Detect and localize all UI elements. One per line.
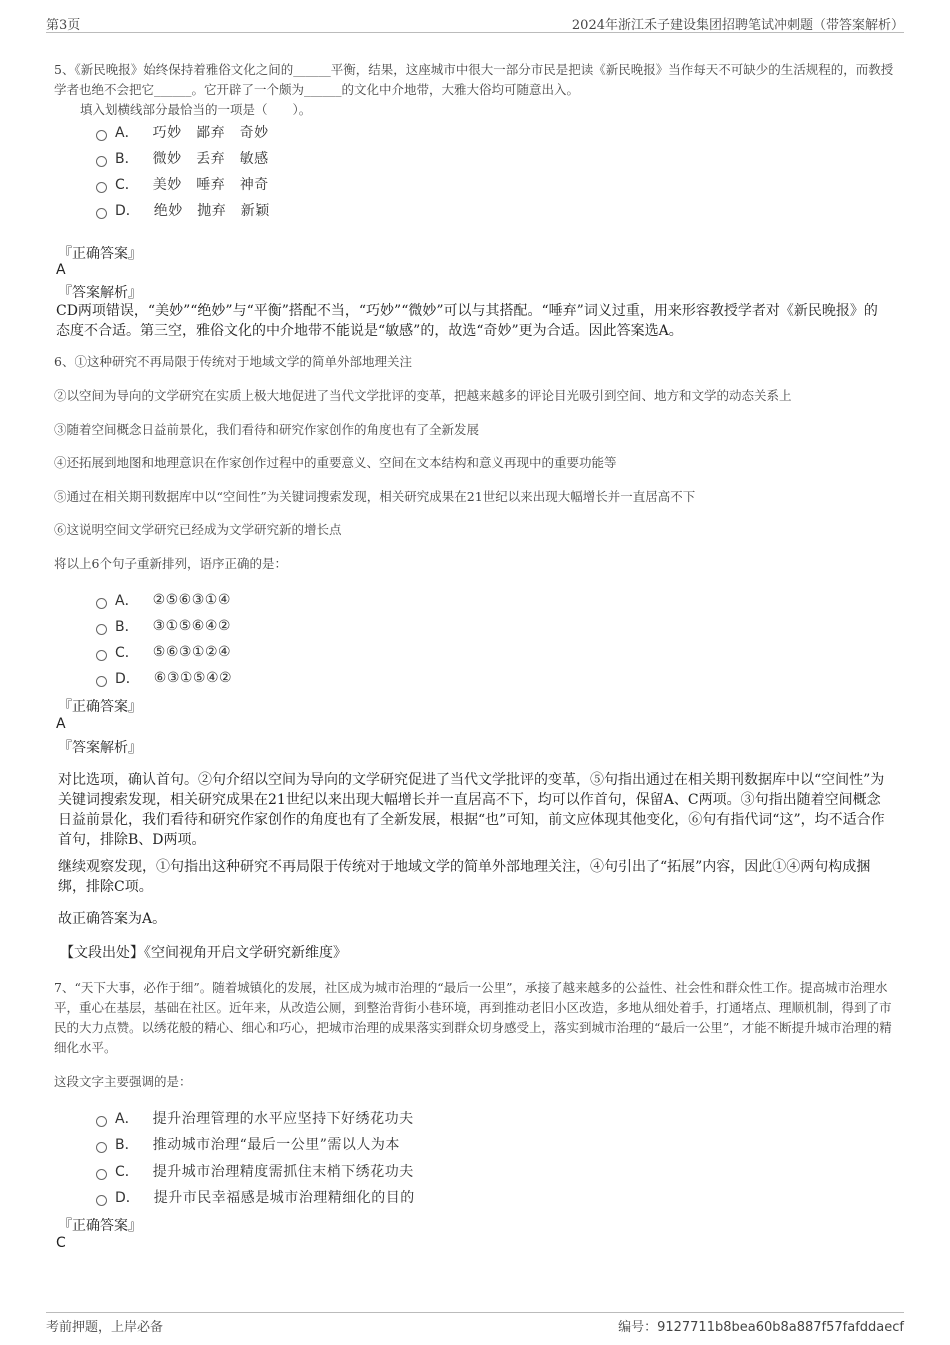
q7-answer: C — [56, 1235, 66, 1251]
radio-icon[interactable] — [96, 1195, 107, 1206]
q6-prompt: 将以上6个句子重新排列，语序正确的是： — [54, 556, 287, 571]
q6-sentence-3: ③随着空间概念日益前景化，我们看待和研究作家创作的角度也有了全新发展 — [54, 422, 480, 437]
q5-option-c[interactable]: C． 美妙 唾弃 神奇 — [96, 174, 269, 194]
q6-analysis-1: 对比选项，确认首句。②句介绍以空间为导向的文学研究促进了当代文学批评的变革，⑤句指出通过在相关期刊数据库中以“空间性”为关键词搜索发现，相关研究成果在21世纪以来出现大幅增长并一直居高不下，均可以作首句，保留A、C两项。③句指出随着空间概念日益前景化，我们看待和研究作家创作的角度也有了全新发展，根据“也”可知，前文应体现其他变化，⑥句有指代词“这”，均不适合作首句，排除B、D两项。 — [58, 772, 885, 848]
q5-option-d[interactable]: D． 绝妙 抛弃 新颖 — [96, 200, 270, 220]
q6-option-b[interactable]: B． ③①⑤⑥④② — [96, 616, 231, 636]
q6-analysis-2: 继续观察发现，①句指出这种研究不再局限于传统对于地域文学的简单外部地理关注，④句引出了“拓展”内容，因此①④两句构成捆绑，排除C项。 — [58, 859, 871, 895]
q5-option-b[interactable]: B． 微妙 丢弃 敏感 — [96, 148, 269, 168]
radio-icon[interactable] — [96, 182, 107, 193]
q6-sentence-1: 6、①这种研究不再局限于传统对于地域文学的简单外部地理关注 — [54, 354, 412, 369]
q6-option-d[interactable]: D． ⑥③①⑤④② — [96, 668, 232, 688]
q7-prompt: 这段文字主要强调的是： — [54, 1074, 192, 1089]
q7-stem: 7、“天下大事，必作于细”。随着城镇化的发展，社区成为城市治理的“最后一公里”，承接了越来越多的公益性、社会性和群众性工作。提高城市治理水平，重心在基层，基础在社区。近年来，从改造公厕，到整治背街小巷环境，再到推动老旧小区改造，多地从细处着手，打通堵点、理顺机制，得到了市民的大力点赞。以绣花般的精心、细心和巧心，把城市治理的成果落实到群众切身感受上，落实到城市治理的“最后一公里”，才能不断提升城市治理的精细化水平。 — [54, 980, 892, 1055]
radio-icon[interactable] — [96, 1169, 107, 1180]
q5-analysis: CD两项错误，“美妙”“绝妙”与“平衡”搭配不当，“巧妙”“微妙”可以与其搭配。“唾弃”词义过重，用来形容教授学者对《新民晚报》的态度不合适。第三空，雅俗文化的中介地带不能说是“敏感”的，故选“奇妙”更为合适。因此答案选A。 — [56, 303, 878, 339]
document-title: 2024年浙江禾子建设集团招聘笔试冲刺题（带答案解析） — [571, 18, 904, 33]
footer-slogan: 考前押题，上岸必备 — [46, 1320, 164, 1335]
radio-icon[interactable] — [96, 156, 107, 167]
radio-icon[interactable] — [96, 1116, 107, 1127]
q6-answer: A — [56, 716, 66, 732]
q6-option-a[interactable]: A． ②⑤⑥③①④ — [96, 590, 231, 610]
q6-analysis-3: 故正确答案为A。 — [58, 911, 167, 927]
q5-option-a[interactable]: A． 巧妙 鄙弃 奇妙 — [96, 122, 269, 142]
q5-stem: 5、《新民晚报》始终保持着雅俗文化之间的______平衡，结果，这座城市中很大一部分市民是把读《新民晚报》当作每天不可缺少的生活规程的，而教授学者也绝不会把它______。它开辟了一个颇为______的文化中介地带，大雅大俗均可随意出入。 — [54, 62, 894, 97]
radio-icon[interactable] — [96, 650, 107, 661]
q6-sentence-5: ⑤通过在相关期刊数据库中以“空间性”为关键词搜索发现，相关研究成果在21世纪以来出现大幅增长并一直居高不下 — [54, 489, 696, 504]
footer-serial: 编号：9127711b8bea60b8a887f57fafddaecf — [618, 1320, 904, 1335]
q5-prompt: 填入划横线部分最恰当的一项是（ ）。 — [80, 102, 312, 117]
page-footer — [46, 1312, 904, 1335]
q7-option-c[interactable]: C． 提升城市治理精度需抓住末梢下绣花功夫 — [96, 1161, 414, 1181]
q6-option-c[interactable]: C． ⑤⑥③①②④ — [96, 642, 231, 662]
q7-option-b[interactable]: B． 推动城市治理“最后一公里”需以人为本 — [96, 1134, 400, 1154]
radio-icon[interactable] — [96, 598, 107, 609]
q5-answer: A — [56, 262, 66, 278]
radio-icon[interactable] — [96, 624, 107, 635]
radio-icon[interactable] — [96, 1142, 107, 1153]
radio-icon[interactable] — [96, 676, 107, 687]
q6-sentence-2: ②以空间为导向的文学研究在实质上极大地促进了当代文学批评的变革，把越来越多的评论目光吸引到空间、地方和文学的动态关系上 — [54, 388, 792, 403]
q5-analysis-label: 『答案解析』 — [58, 285, 142, 301]
q5-answer-label: 『正确答案』 — [58, 246, 142, 262]
radio-icon[interactable] — [96, 130, 107, 141]
q6-sentence-4: ④还拓展到地图和地理意识在作家创作过程中的重要意义、空间在文本结构和意义再现中的重要功能等 — [54, 455, 617, 470]
q7-option-a[interactable]: A． 提升治理管理的水平应坚持下好绣花功夫 — [96, 1108, 414, 1128]
q7-answer-label: 『正确答案』 — [58, 1218, 142, 1234]
page-header — [46, 10, 904, 33]
q6-answer-label: 『正确答案』 — [58, 699, 142, 715]
q6-analysis-label: 『答案解析』 — [58, 740, 142, 756]
q7-option-d[interactable]: D． 提升市民幸福感是城市治理精细化的目的 — [96, 1187, 415, 1207]
radio-icon[interactable] — [96, 208, 107, 219]
q6-sentence-6: ⑥这说明空间文学研究已经成为文学研究新的增长点 — [54, 522, 342, 537]
q6-source: 【文段出处】《空间视角开启文学研究新维度》 — [60, 945, 347, 961]
page-number: 第3页 — [46, 18, 81, 33]
